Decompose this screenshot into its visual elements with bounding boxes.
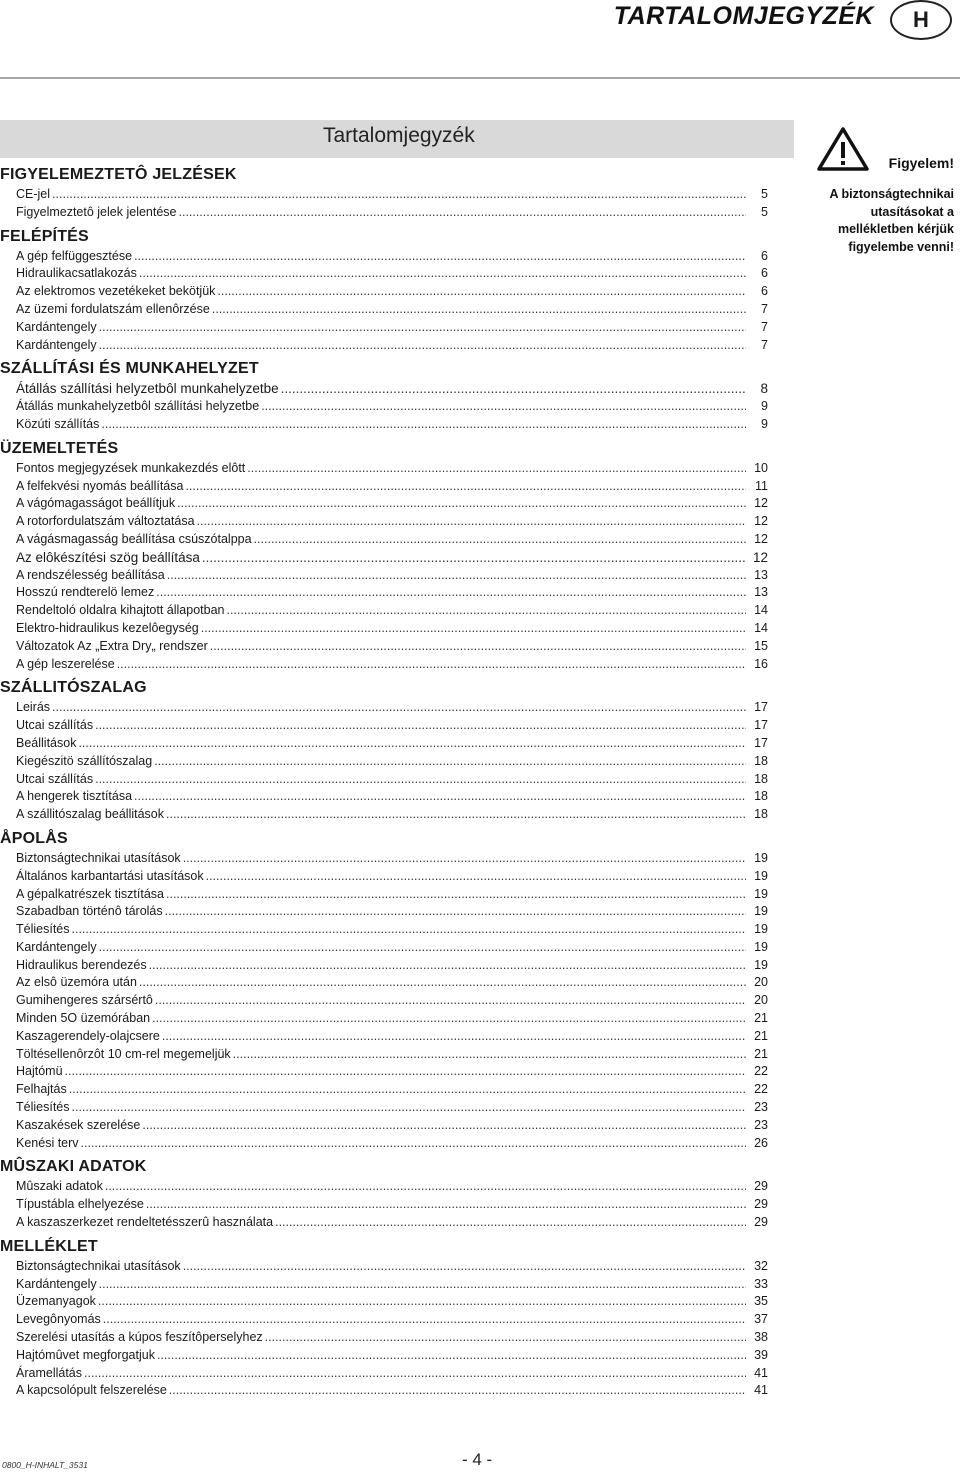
toc-dot-leader (165, 903, 746, 921)
toc-dot-leader (103, 1311, 746, 1329)
toc-entry-title: Szabadban történô tárolás (16, 904, 163, 919)
toc-entry-title: Töltésellenôrzôt 10 cm-rel megemeljük (16, 1046, 231, 1061)
toc-entry-title: Biztonságtechnikai utasítások (16, 850, 181, 865)
toc-section-heading: FIGYELEMEZTETÔ JELZÉSEK (0, 166, 237, 183)
toc-entry[interactable] (0, 460, 768, 478)
toc-entry-title: Az üzemi fordulatszám ellenôrzése (16, 301, 210, 316)
toc-entry[interactable] (0, 531, 768, 549)
toc-entry-title: Kardántengely (16, 337, 97, 352)
toc-entry-page: 15 (754, 638, 768, 653)
toc-entry-page: 7 (761, 319, 768, 334)
toc-entry-page: 29 (754, 1197, 768, 1212)
toc-entry-title: Átállás munkahelyzetbôl szállítási helyzetbe (16, 399, 260, 414)
toc-entry-title: Leirás (16, 700, 51, 715)
toc-entry[interactable] (0, 735, 768, 753)
toc-entry-title: Utcai szállítás (16, 771, 94, 786)
language-badge: H (890, 0, 952, 40)
toc-entry-title: Hidraulikacsatlakozás (16, 266, 137, 281)
toc-entry-page: 16 (754, 656, 768, 671)
toc-entry-page: 22 (754, 1082, 768, 1097)
toc-entry-page: 38 (754, 1330, 768, 1345)
toc-entry-page: 5 (761, 204, 768, 219)
toc-dot-leader (95, 771, 746, 789)
toc-dot-leader (156, 584, 746, 602)
toc-entry[interactable] (0, 753, 768, 771)
toc-dot-leader (281, 380, 746, 398)
toc-entry[interactable] (0, 656, 768, 674)
toc-entry-title: Kaszakések szerelése (16, 1117, 141, 1132)
toc-entry-page: 18 (754, 771, 768, 786)
toc-entry-page: 6 (761, 266, 768, 281)
toc-entry-title: A gépalkatrészek tisztítása (16, 886, 164, 901)
toc-entry[interactable] (0, 992, 768, 1010)
toc-dot-leader (217, 283, 746, 301)
toc-entry[interactable] (0, 1365, 768, 1383)
toc-entry-title: Típustábla elhelyezése (16, 1197, 144, 1212)
toc-entry-title: Kaszagerendely-olajcsere (16, 1028, 160, 1043)
toc-entry[interactable] (0, 1329, 768, 1347)
toc-dot-leader (167, 567, 746, 585)
toc-entry[interactable] (0, 1081, 768, 1099)
toc-entry[interactable] (0, 416, 768, 434)
toc-entry-title: Hosszú rendterelö lemez (16, 585, 155, 600)
toc-dot-leader (162, 1028, 746, 1046)
toc-entry-page: 6 (761, 248, 768, 263)
toc-entry[interactable] (0, 584, 768, 602)
toc-entry-page: 12 (754, 514, 768, 529)
toc-dot-leader (134, 248, 746, 266)
toc-dot-leader (247, 460, 746, 478)
toc-entry[interactable] (0, 957, 768, 975)
toc-entry[interactable] (0, 1046, 768, 1064)
toc-dot-leader (105, 1178, 746, 1196)
toc-section-heading: MÛSZAKI ADATOK (0, 1158, 147, 1176)
toc-entry[interactable] (0, 337, 768, 355)
toc-entry-page: 13 (754, 567, 768, 582)
toc-entry-title: Szerelési utasítás a kúpos feszítôperselyhez (16, 1330, 263, 1345)
toc-entry[interactable] (0, 771, 768, 789)
toc-dot-leader (183, 1258, 746, 1276)
toc-dot-leader (134, 788, 746, 806)
toc-entry-title: A kapcsolópult felszerelése (16, 1383, 167, 1398)
toc-dot-leader (233, 1046, 746, 1064)
toc-entry-title: A felfekvési nyomás beállítása (16, 478, 184, 493)
toc-entry-page: 17 (754, 700, 768, 715)
toc-entry-page: 14 (754, 620, 768, 635)
toc-dot-leader (99, 939, 746, 957)
toc-dot-leader (99, 337, 746, 355)
toc-entry-page: 23 (754, 1100, 768, 1115)
toc-entry-title: Kardántengely (16, 1276, 97, 1291)
toc-dot-leader (84, 1365, 746, 1383)
toc-entry-title: Téliesítés (16, 922, 70, 937)
toc-dot-leader (139, 974, 746, 992)
toc-dot-leader (117, 656, 746, 674)
toc-entry[interactable] (0, 1117, 768, 1135)
toc-section-heading: ÅPOLÅS (0, 829, 68, 847)
toc-entry-page: 17 (754, 735, 768, 750)
toc-entry-title: Levegônyomás (16, 1312, 101, 1327)
toc-dot-leader (154, 753, 746, 771)
toc-dot-leader (65, 1063, 746, 1081)
toc-entry-page: 12 (754, 496, 768, 511)
toc-entry[interactable] (0, 1347, 768, 1365)
toc-section-heading: MELLÉKLET (0, 1237, 98, 1255)
toc-dot-leader (95, 717, 746, 735)
toc-entry-title: Kardántengely (16, 319, 97, 334)
toc-entry[interactable] (0, 717, 768, 735)
toc-entry[interactable] (0, 380, 768, 398)
warning-text: A biztonságtechnikai utasításokat a mellékletben kérjük figyelembe venni! (829, 187, 954, 254)
toc-entry[interactable] (0, 868, 768, 886)
warning-title: Figyelem! (888, 155, 954, 171)
toc-entry[interactable] (0, 567, 768, 585)
toc-dot-leader (169, 1382, 746, 1400)
toc-entry[interactable] (0, 921, 768, 939)
toc-dot-leader (197, 513, 746, 531)
toc-entry-page: 22 (754, 1064, 768, 1079)
toc-entry-page: 29 (754, 1179, 768, 1194)
toc-dot-leader (226, 602, 746, 620)
toc-dot-leader (72, 921, 747, 939)
toc-entry[interactable] (0, 620, 768, 638)
toc-entry[interactable] (0, 699, 768, 717)
toc-entry-page: 12 (754, 531, 768, 546)
toc-entry-page: 8 (760, 381, 768, 397)
warning-triangle-icon (816, 126, 870, 172)
toc-entry-page: 32 (754, 1258, 768, 1273)
toc-entry-title: Áramellátás (16, 1365, 82, 1380)
toc-dot-leader (183, 850, 746, 868)
toc-dot-leader (201, 620, 746, 638)
toc-entry-page: 17 (754, 718, 768, 733)
toc-entry-title: Átállás szállítási helyzetbôl munkahelyzetbe (16, 381, 279, 397)
toc-entry-title: Fontos megjegyzések munkakezdés elôtt (16, 460, 246, 475)
toc-dot-leader (254, 531, 746, 549)
toc-entry-title: CE-jel (16, 187, 51, 201)
toc-entry-title: A szállitószalag beállitások (16, 807, 164, 822)
toc-entry-title: Rendeltoló oldalra kihajtott állapotban (16, 603, 225, 618)
toc-entry[interactable] (0, 513, 768, 531)
toc-entry-page: 41 (754, 1383, 768, 1398)
toc-dot-leader (99, 319, 746, 337)
toc-entry-page: 18 (754, 789, 768, 804)
toc-entry[interactable] (0, 974, 768, 992)
toc-entry[interactable] (0, 806, 768, 824)
toc-entry-title: A rotorfordulatszám változtatása (16, 514, 195, 529)
toc-entry[interactable] (0, 1099, 768, 1117)
toc-entry[interactable] (0, 301, 768, 319)
toc-entry-title: Beállitások (16, 735, 77, 750)
toc-dot-leader (261, 398, 746, 416)
toc-entry-title: Hajtómûvet megforgatjuk (16, 1347, 155, 1362)
toc-entry-page: 18 (754, 753, 768, 768)
toc-entry[interactable] (0, 319, 768, 337)
toc-entry-title: A rendszélesség beállítása (16, 567, 165, 582)
toc-entry-page: 6 (761, 284, 768, 299)
footer-document-code: 0800_H-INHALT_3531 (2, 1460, 88, 1470)
toc-entry-page: 19 (754, 922, 768, 937)
toc-entry-title: Kardántengely (16, 939, 97, 954)
toc-entry[interactable] (0, 549, 768, 567)
toc-entry[interactable] (0, 1311, 768, 1329)
toc-dot-leader (69, 1081, 746, 1099)
toc-entry-page: 29 (754, 1215, 768, 1230)
toc-entry[interactable] (0, 788, 768, 806)
toc-dot-leader (81, 1135, 746, 1153)
table-of-contents (0, 164, 768, 1400)
toc-entry[interactable] (0, 638, 768, 656)
toc-dot-leader (177, 495, 746, 513)
toc-dot-leader (210, 638, 746, 656)
toc-entry[interactable] (0, 1178, 768, 1196)
toc-entry[interactable] (0, 886, 768, 904)
toc-entry-page: 13 (754, 585, 768, 600)
toc-entry-page: 21 (754, 1011, 768, 1026)
toc-entry-title: Hajtómü (16, 1064, 63, 1079)
toc-dot-leader (202, 549, 746, 567)
toc-entry-page: 7 (761, 301, 768, 316)
toc-entry-title: Felhajtás (16, 1082, 67, 1097)
toc-entry-title: Hidraulikus berendezés (16, 957, 147, 972)
toc-entry-page: 26 (754, 1135, 768, 1150)
toc-dot-leader (152, 1010, 746, 1028)
toc-entry[interactable] (0, 903, 768, 921)
toc-entry-page: 19 (754, 957, 768, 972)
toc-entry-title: Az elsô üzemóra után (16, 975, 137, 990)
toc-dot-leader (142, 1117, 746, 1135)
toc-entry-page: 12 (752, 549, 768, 565)
toc-entry[interactable] (0, 1063, 768, 1081)
toc-entry-title: Általános karbantartási utasítások (16, 868, 204, 883)
toc-entry[interactable] (0, 186, 768, 204)
toc-entry-title: Minden 5O üzemórában (16, 1011, 151, 1026)
toc-dot-leader (139, 265, 746, 283)
toc-entry[interactable] (0, 204, 768, 222)
toc-entry-page: 19 (754, 868, 768, 883)
toc-entry[interactable] (0, 1276, 768, 1294)
toc-entry-page: 19 (754, 904, 768, 919)
toc-entry-title: Téliesítés (16, 1100, 70, 1115)
toc-entry-page: 41 (754, 1365, 768, 1380)
toc-entry[interactable] (0, 1010, 768, 1028)
toc-entry-title: Az elektromos vezetékeket bekötjük (16, 284, 216, 299)
toc-dot-leader (157, 1347, 746, 1365)
toc-entry-page: 10 (754, 460, 768, 475)
toc-entry-title: Üzemanyagok (16, 1294, 96, 1309)
toc-entry-title: A hengerek tisztítása (16, 789, 133, 804)
toc-entry-page: 14 (754, 603, 768, 618)
toc-dot-leader (185, 478, 746, 496)
toc-entry[interactable] (0, 850, 768, 868)
toc-dot-leader (52, 186, 746, 204)
section-title: Tartalomjegyzék (323, 124, 475, 147)
toc-entry-page: 33 (754, 1276, 768, 1291)
toc-dot-leader (166, 886, 746, 904)
toc-entry[interactable] (0, 602, 768, 620)
toc-entry[interactable] (0, 248, 768, 266)
page-header-title: TARTALOMJEGYZÉK (613, 2, 874, 30)
toc-dot-leader (179, 204, 747, 222)
toc-entry-title: Elektro-hidraulikus kezelôegység (16, 620, 199, 635)
toc-entry[interactable] (0, 939, 768, 957)
toc-entry[interactable] (0, 1382, 768, 1400)
toc-entry-page: 9 (761, 399, 768, 414)
toc-entry-title: Kiegészitö szállítószalag (16, 753, 153, 768)
toc-section-heading: ÜZEMELTETÉS (0, 439, 119, 457)
toc-entry-title: A vágómagasságot beállítjuk (16, 496, 176, 511)
toc-dot-leader (155, 992, 746, 1010)
toc-dot-leader (212, 301, 746, 319)
toc-entry-page: 19 (754, 939, 768, 954)
toc-dot-leader (146, 1196, 746, 1214)
toc-entry-title: A gép leszerelése (16, 656, 115, 671)
toc-entry-title: Közúti szállítás (16, 416, 100, 431)
footer-page-number: - 4 - (462, 1450, 493, 1469)
toc-entry-page: 18 (754, 807, 768, 822)
toc-dot-leader (149, 957, 746, 975)
toc-entry-page: 20 (754, 975, 768, 990)
toc-entry[interactable] (0, 1135, 768, 1153)
toc-dot-leader (72, 1099, 747, 1117)
toc-entry-page: 19 (754, 886, 768, 901)
toc-dot-leader (166, 806, 746, 824)
toc-entry[interactable] (0, 1214, 768, 1232)
toc-entry-page: 23 (754, 1117, 768, 1132)
toc-dot-leader (78, 735, 746, 753)
toc-entry-title: Az elôkészítési szög beállítása (16, 549, 200, 565)
toc-entry[interactable] (0, 1028, 768, 1046)
toc-entry-title: Biztonságtechnikai utasítások (16, 1258, 181, 1273)
toc-dot-leader (52, 699, 746, 717)
toc-entry-page: 9 (761, 416, 768, 431)
toc-entry-title: Változatok Az „Extra Dry„ rendszer (16, 638, 208, 653)
header-divider (0, 77, 960, 79)
toc-entry-page: 11 (755, 478, 768, 493)
toc-entry-title: Kenési terv (16, 1135, 79, 1150)
toc-entry[interactable] (0, 1293, 768, 1311)
toc-dot-leader (275, 1214, 746, 1232)
toc-section-heading: SZÁLLITÓSZALAG (0, 679, 147, 697)
toc-entry-page: 39 (754, 1347, 768, 1362)
toc-dot-leader (98, 1293, 746, 1311)
toc-entry-page: 20 (754, 993, 768, 1008)
toc-section-heading: SZÁLLÍTÁSI ÉS MUNKAHELYZET (0, 360, 259, 378)
toc-entry[interactable] (0, 283, 768, 301)
toc-entry-title: Utcai szállítás (16, 718, 94, 733)
toc-entry-title: Figyelmeztetô jelek jelentése (16, 204, 177, 219)
toc-dot-leader (206, 868, 746, 886)
toc-entry-page: 19 (754, 850, 768, 865)
toc-entry-title: Gumihengeres szársértô (16, 993, 153, 1008)
toc-dot-leader (101, 416, 746, 434)
toc-entry-page: 5 (761, 187, 768, 201)
toc-entry-page: 21 (754, 1046, 768, 1061)
toc-entry[interactable] (0, 495, 768, 513)
toc-entry-title: A kaszaszerkezet rendeltetésszerû használata (16, 1215, 274, 1230)
toc-dot-leader (265, 1329, 746, 1347)
toc-entry[interactable] (0, 1196, 768, 1214)
toc-entry-title: A gép felfüggesztése (16, 248, 133, 263)
toc-section-heading: FELÉPÍTÉS (0, 227, 89, 245)
toc-entry[interactable] (0, 478, 768, 496)
toc-entry-page: 21 (754, 1028, 768, 1043)
toc-entry-page: 37 (754, 1312, 768, 1327)
toc-entry-page: 35 (754, 1294, 768, 1309)
toc-entry-title: Mûszaki adatok (16, 1179, 103, 1194)
toc-entry-title: A vágásmagasság beállítása csúszótalppa (16, 531, 252, 546)
toc-dot-leader (99, 1276, 746, 1294)
toc-entry[interactable] (0, 1258, 768, 1276)
toc-entry[interactable] (0, 398, 768, 416)
toc-entry-page: 7 (761, 337, 768, 352)
toc-entry[interactable] (0, 265, 768, 283)
